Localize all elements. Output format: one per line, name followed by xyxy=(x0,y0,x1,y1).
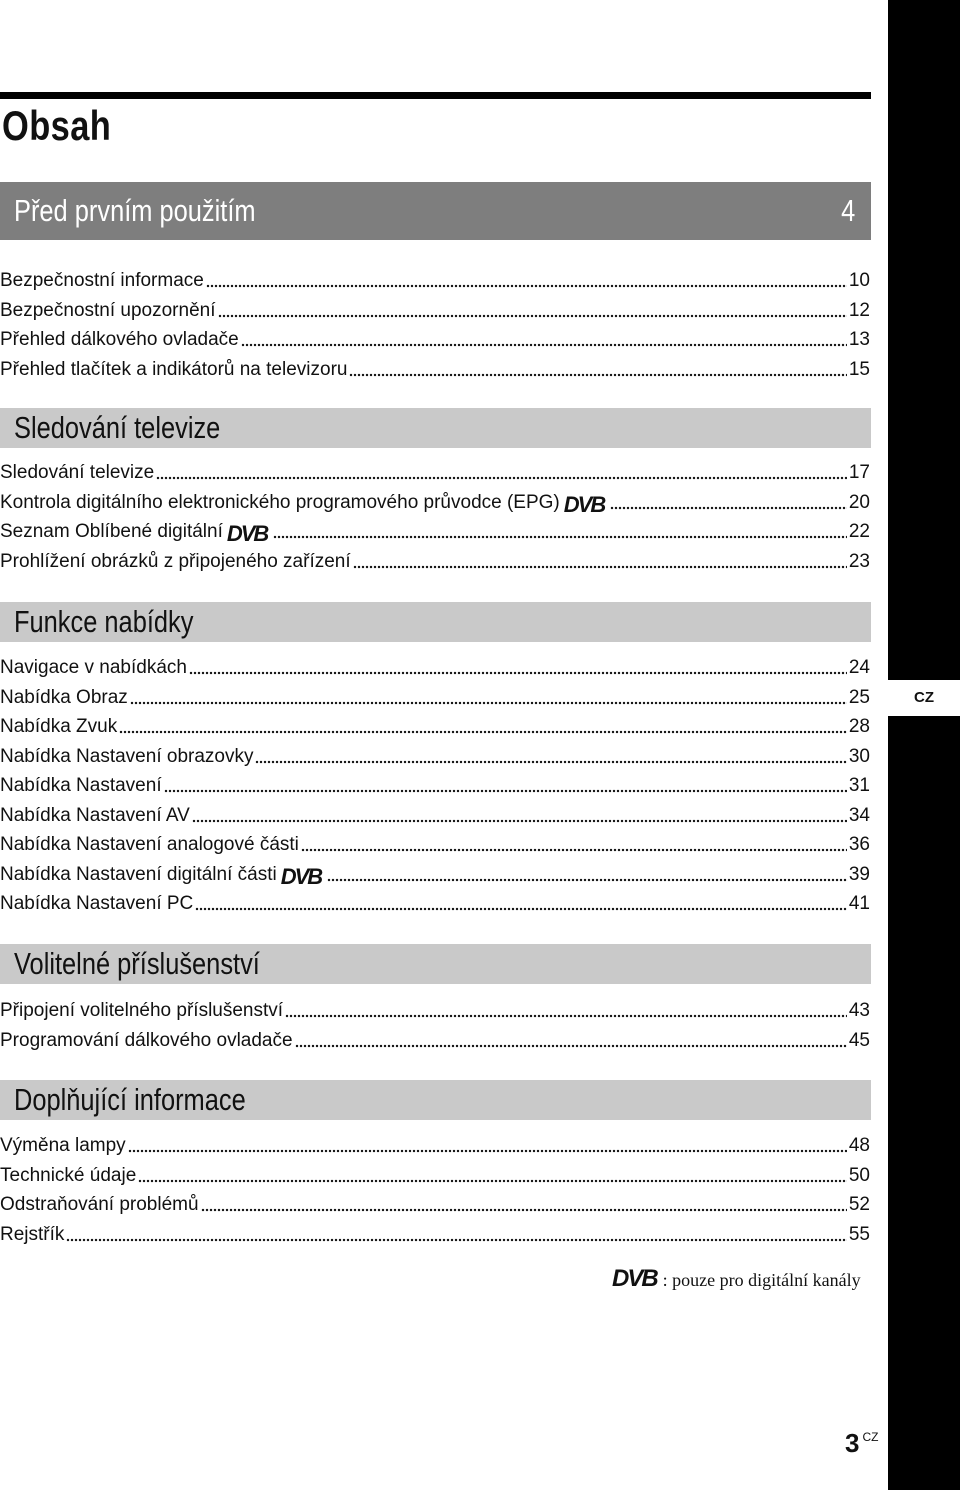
toc-entry-page: 28 xyxy=(848,716,870,737)
toc-entry-label: Rejstřík xyxy=(0,1223,65,1245)
toc-entry-label: Výměna lampy xyxy=(0,1135,126,1156)
toc-entry-page: 15 xyxy=(848,358,870,380)
toc-entry[interactable] xyxy=(0,1222,870,1248)
toc-entry-page: 48 xyxy=(848,1135,870,1156)
toc-entry[interactable] xyxy=(0,519,870,545)
dot-leader xyxy=(295,1044,847,1048)
toc-entry-label: Nabídka Nastavení AV xyxy=(0,804,190,826)
section-title: Doplňující informace xyxy=(14,1082,246,1117)
dot-leader xyxy=(327,878,847,882)
dot-leader xyxy=(285,1014,847,1018)
toc-entry-page: 24 xyxy=(848,657,870,678)
section-header xyxy=(0,408,871,448)
toc-entry-page: 43 xyxy=(848,1000,870,1021)
toc-entry-page: 13 xyxy=(848,329,870,350)
toc-entry[interactable] xyxy=(0,803,870,829)
toc-entry-page: 20 xyxy=(848,491,870,513)
toc-entry-label: Nabídka Obraz xyxy=(0,686,128,708)
toc-entry[interactable] xyxy=(0,1028,870,1054)
dot-leader xyxy=(349,373,846,377)
section-title: Před prvním použitím xyxy=(14,193,256,228)
section-header xyxy=(0,602,871,642)
toc-entry[interactable] xyxy=(0,268,870,294)
toc-entry[interactable] xyxy=(0,714,870,740)
toc-entry-page: 10 xyxy=(848,270,870,291)
toc-entry[interactable] xyxy=(0,685,870,711)
toc-entry[interactable] xyxy=(0,744,870,770)
dot-leader xyxy=(156,476,847,480)
section-title: Volitelné příslušenství xyxy=(14,946,260,981)
toc-entry[interactable] xyxy=(0,1163,870,1189)
language-tab: CZ xyxy=(888,680,960,716)
dot-leader xyxy=(130,701,847,705)
page-number-value: 3 xyxy=(845,1428,860,1458)
toc-entry-page: 50 xyxy=(848,1164,870,1186)
toc-entry[interactable] xyxy=(0,862,870,888)
toc-entry-label: Připojení volitelného příslušenství xyxy=(0,1000,284,1021)
toc-entry-label: Prohlížení obrázků z připojeného zařízení xyxy=(0,550,351,572)
toc-entry-label: Bezpečnostní informace xyxy=(0,270,204,291)
toc-entry[interactable] xyxy=(0,357,870,383)
toc-entry-page: 30 xyxy=(848,745,870,767)
dot-leader xyxy=(353,565,847,569)
top-rule xyxy=(0,92,871,99)
toc-entry-label: Přehled dálkového ovladače xyxy=(0,329,239,350)
toc-entry-page: 36 xyxy=(848,834,870,855)
dot-leader xyxy=(189,671,847,675)
section-header xyxy=(0,182,871,240)
toc-entry-page: 25 xyxy=(848,686,870,708)
dvb-logo-icon: DVB xyxy=(563,491,605,517)
toc-entry[interactable] xyxy=(0,655,870,681)
toc-entry-label: Nabídka Nastavení PC xyxy=(0,893,194,914)
toc-entry-label: Přehled tlačítek a indikátorů na televizoru xyxy=(0,358,348,380)
toc-entry[interactable] xyxy=(0,832,870,858)
dot-leader xyxy=(206,284,847,288)
page-title: Obsah xyxy=(2,102,112,149)
toc-entry[interactable] xyxy=(0,891,870,917)
toc-entry-label: Nabídka Nastavení xyxy=(0,775,162,796)
dvb-legend xyxy=(612,1265,861,1292)
toc-entry-page: 55 xyxy=(848,1223,870,1245)
toc-entry-label: Sledování televize xyxy=(0,462,155,483)
dvb-logo-icon: DVB xyxy=(612,1265,657,1292)
black-side-strip xyxy=(888,0,960,1490)
dot-leader xyxy=(255,760,846,764)
dot-leader xyxy=(218,314,847,318)
toc-entry-page: 41 xyxy=(848,893,870,914)
toc-entry-label: Odstraňování problémů xyxy=(0,1194,199,1215)
toc-entry-page: 23 xyxy=(848,550,870,572)
toc-entry-page: 31 xyxy=(848,775,870,796)
toc-entry-label: Nabídka Nastavení digitální části xyxy=(0,863,277,885)
toc-entry[interactable] xyxy=(0,1133,870,1159)
section-title: Sledování televize xyxy=(14,410,221,445)
toc-entry-page: 22 xyxy=(848,521,870,542)
legend-text: : pouze pro digitální kanály xyxy=(662,1270,861,1290)
toc-entry[interactable] xyxy=(0,460,870,486)
toc-entry-page: 34 xyxy=(848,804,870,826)
toc-entry-label: Nabídka Nastavení analogové části xyxy=(0,834,299,855)
toc-entry-label: Seznam Oblíbené digitální xyxy=(0,521,223,542)
dot-leader xyxy=(138,1179,847,1183)
dvb-logo-icon: DVB xyxy=(226,521,268,546)
dot-leader xyxy=(164,789,847,793)
toc-entry-label: Navigace v nabídkách xyxy=(0,657,187,678)
toc-entry[interactable] xyxy=(0,1192,870,1218)
section-title: Funkce nabídky xyxy=(14,604,194,639)
dot-leader xyxy=(301,848,847,852)
toc-entry[interactable] xyxy=(0,549,870,575)
toc-entry[interactable] xyxy=(0,490,870,516)
dot-leader xyxy=(610,506,847,510)
toc-entry-label: Kontrola digitálního elektronického programového průvodce (EPG) xyxy=(0,491,560,513)
section-header xyxy=(0,944,871,984)
page-number xyxy=(845,1428,878,1459)
section-page-number: 4 xyxy=(840,193,855,228)
toc-entry[interactable] xyxy=(0,773,870,799)
dot-leader xyxy=(128,1149,847,1153)
toc-entry-label: Nabídka Nastavení obrazovky xyxy=(0,745,254,767)
dot-leader xyxy=(195,907,847,911)
toc-entry-label: Bezpečnostní upozornění xyxy=(0,299,216,321)
dvb-logo-icon: DVB xyxy=(280,863,322,889)
page-number-suffix: CZ xyxy=(862,1430,879,1444)
toc-entry[interactable] xyxy=(0,298,870,324)
dot-leader xyxy=(201,1208,847,1212)
toc-entry-page: 17 xyxy=(848,462,870,483)
dot-leader xyxy=(273,535,847,539)
toc-entry-label: Technické údaje xyxy=(0,1164,137,1186)
dot-leader xyxy=(66,1238,846,1242)
toc-entry-page: 52 xyxy=(848,1194,870,1215)
dot-leader xyxy=(119,730,847,734)
toc-entry-page: 12 xyxy=(848,299,870,321)
toc-entry-label: Programování dálkového ovladače xyxy=(0,1029,293,1051)
toc-entry[interactable] xyxy=(0,327,870,353)
toc-entry-page: 39 xyxy=(848,863,870,885)
section-header xyxy=(0,1080,871,1120)
toc-entry-label: Nabídka Zvuk xyxy=(0,716,118,737)
dot-leader xyxy=(241,343,847,347)
toc-entry[interactable] xyxy=(0,998,870,1024)
toc-entry-page: 45 xyxy=(848,1029,870,1051)
dot-leader xyxy=(192,819,847,823)
